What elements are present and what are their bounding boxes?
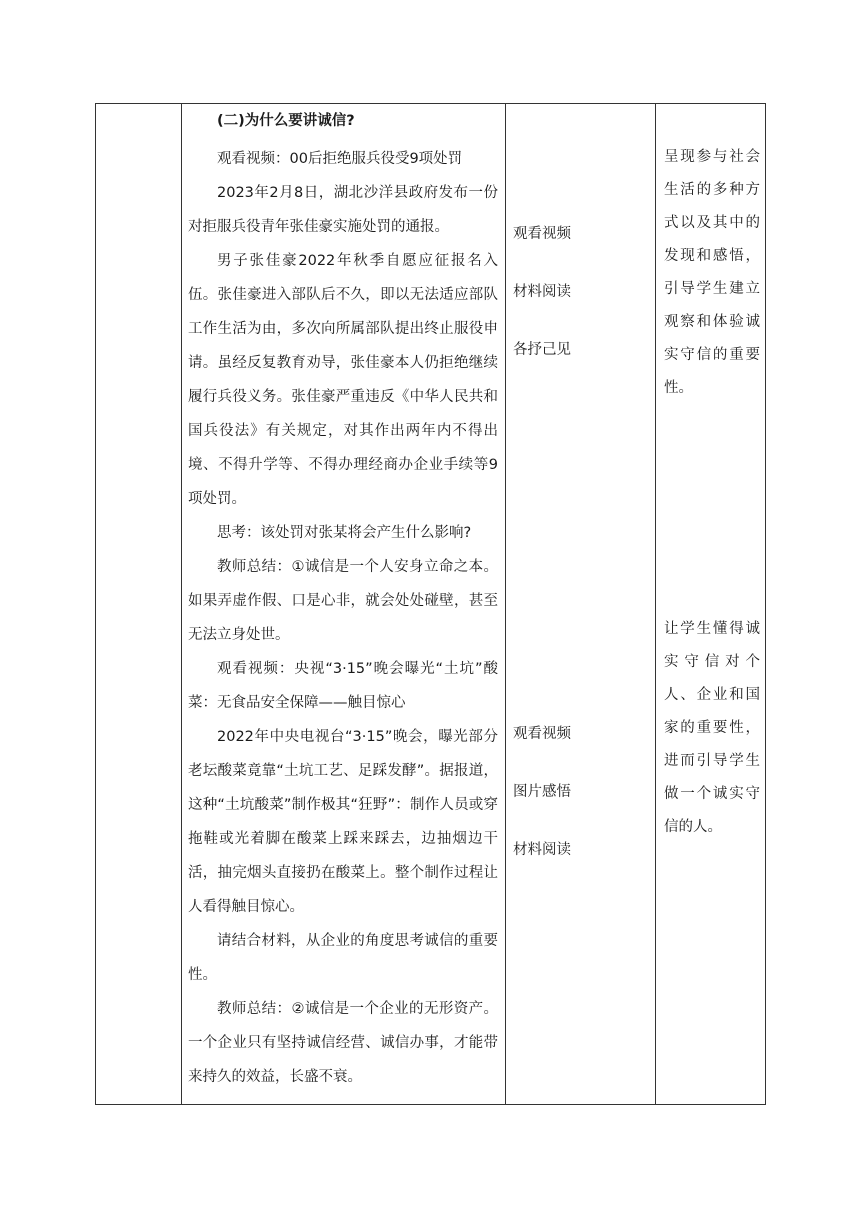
- student-activity-cell-1: [513, 205, 643, 379]
- activity-item: 材料阅读: [513, 284, 571, 300]
- table-border-right: [765, 103, 766, 1104]
- table-border-col1: [181, 103, 182, 1104]
- content-paragraph: 观看视频：央视“3·15”晚会曝光“土坑”酸菜：无食品安全保障——触目惊心: [188, 661, 498, 711]
- activity-item: 材料阅读: [513, 842, 571, 858]
- content-paragraph: 思考：该处罚对张某将会产生什么影响?: [217, 525, 472, 541]
- activity-item: 观看视频: [513, 726, 571, 742]
- student-activity-cell-2: [513, 705, 643, 879]
- content-paragraph: 观看视频：00后拒绝服兵役受9项处罚: [217, 151, 463, 167]
- design-intent-text: 呈现参与社会生活的多种方式以及其中的发现和感悟，引导学生建立观察和体验诚实守信的重要性。: [664, 149, 760, 396]
- content-paragraph: 教师总结：②诚信是一个企业的无形资产。一个企业只有坚持诚信经营、诚信办事，才能带来持久的效益，长盛不衰。: [188, 1001, 498, 1085]
- activity-item: 图片感悟: [513, 784, 571, 800]
- activity-item: 各抒己见: [513, 342, 571, 358]
- content-paragraph: 2023年2月8日，湖北沙洋县政府发布一份对拒服兵役青年张佳豪实施处罚的通报。: [188, 185, 498, 235]
- table-bottom-border: [95, 1104, 766, 1105]
- table-border-col2: [505, 103, 506, 1104]
- content-paragraph: 男子张佳豪2022年秋季自愿应征报名入伍。张佳豪进入部队后不久，即以无法适应部队工作生活为由，多次向所属部队提出终止服役申请。虽经反复教育劝导，张佳豪本人仍拒绝继续履行兵役义务。张佳豪严重违反《中华人民共和国兵役法》有关规定，对其作出两年内不得出境、不得升学等、不得办理经商办企业手续等9项处罚。: [188, 253, 498, 507]
- teaching-content-cell: [188, 104, 498, 1094]
- content-paragraph: 请结合材料，从企业的角度思考诚信的重要性。: [188, 933, 498, 983]
- content-paragraph: 2022年中央电视台“3·15”晚会，曝光部分老坛酸菜竟靠“土坑工艺、足踩发酵”。据报道，这种“土坑酸菜”制作极其“狂野”：制作人员或穿拖鞋或光着脚在酸菜上踩来踩去，边抽烟边干活，抽完烟头直接扔在酸菜上。整个制作过程让人看得触目惊心。: [188, 729, 498, 915]
- design-intent-text: 让学生懂得诚实守信对个人、企业和国家的重要性，进而引导学生做一个诚实守信的人。: [664, 621, 760, 835]
- section-heading: (二)为什么要讲诚信?: [217, 113, 355, 129]
- design-intent-cell-1: [664, 141, 760, 405]
- table-border-left: [95, 103, 96, 1104]
- design-intent-cell-2: [664, 613, 760, 844]
- activity-item: 观看视频: [513, 226, 571, 242]
- table-border-col3: [655, 103, 656, 1104]
- content-paragraph: 教师总结：①诚信是一个人安身立命之本。如果弄虚作假、口是心非，就会处处碰壁，甚至无法立身处世。: [188, 559, 498, 643]
